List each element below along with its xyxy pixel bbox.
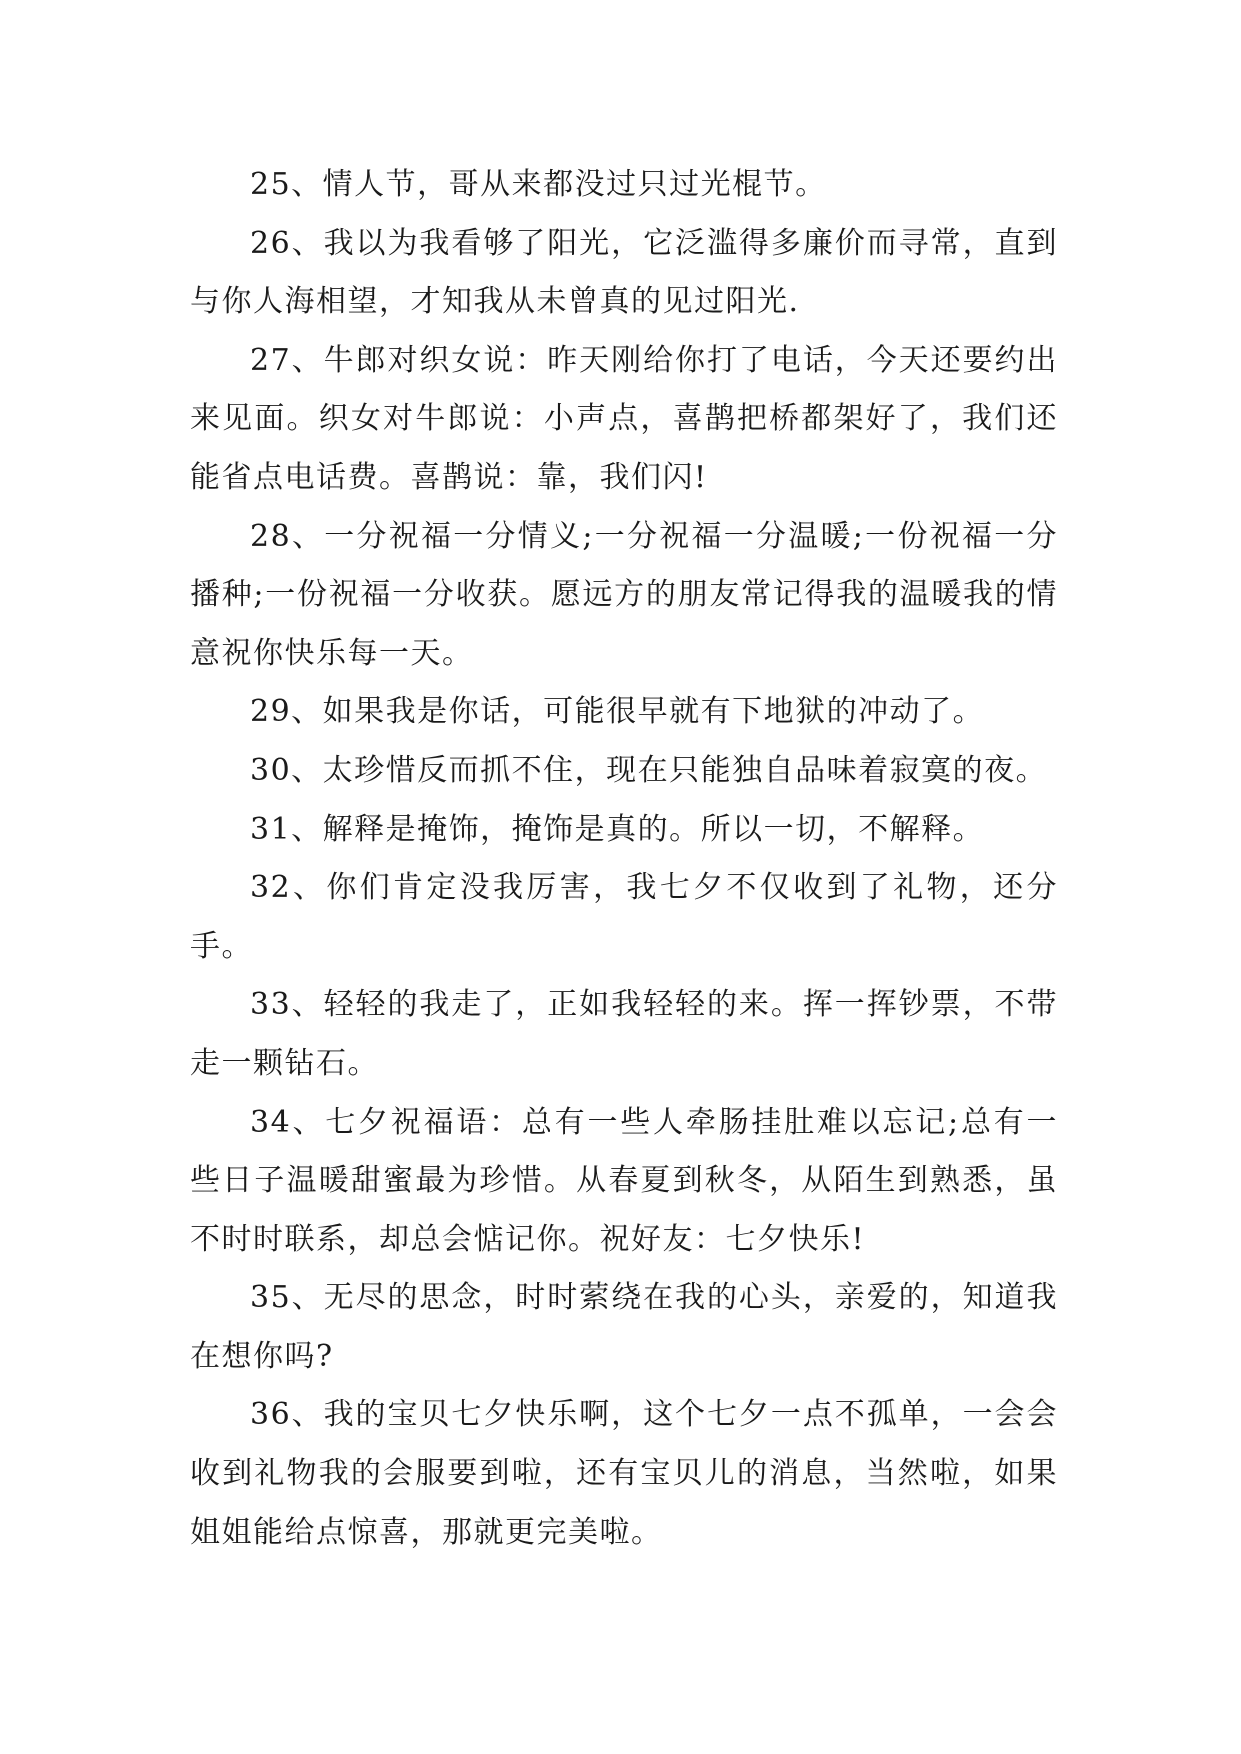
paragraph-35: 35、无尽的思念，时时萦绕在我的心头，亲爱的，知道我在想你吗? (190, 1280, 1058, 1374)
paragraph-33: 33、轻轻的我走了，正如我轻轻的来。挥一挥钞票，不带走一颗钻石。 (190, 987, 1058, 1081)
paragraph-30: 30、太珍惜反而抓不住，现在只能独自品味着寂寞的夜。 (250, 752, 1048, 788)
paragraph-34: 34、七夕祝福语：总有一些人牵肠挂肚难以忘记;总有一些日子温暖甜蜜最为珍惜。从春夏到秋冬，从陌生到熟悉，虽不时时联系，却总会惦记你。祝好友：七夕快乐! (190, 1104, 1058, 1257)
document-body (190, 156, 1058, 1562)
paragraph-32: 32、你们肯定没我厉害，我七夕不仅收到了礼物，还分手。 (190, 870, 1058, 964)
paragraph-25: 25、情人节，哥从来都没过只过光棍节。 (250, 167, 827, 202)
paragraph-27: 27、牛郎对织女说：昨天刚给你打了电话，今天还要约出来见面。织女对牛郎说：小声点，喜鹊把桥都架好了，我们还能省点电话费。喜鹊说：靠，我们闪! (190, 342, 1058, 495)
paragraph-31: 31、解释是掩饰，掩饰是真的。所以一切，不解释。 (250, 811, 985, 847)
paragraph-29: 29、如果我是你话，可能很早就有下地狱的冲动了。 (250, 694, 985, 730)
paragraph-36: 36、我的宝贝七夕快乐啊，这个七夕一点不孤单，一会会收到礼物我的会服要到啦，还有宝贝儿的消息，当然啦，如果姐姐能给点惊喜，那就更完美啦。 (190, 1397, 1058, 1550)
paragraph-28: 28、一分祝福一分情义;一分祝福一分温暖;一份祝福一分播种;一份祝福一分收获。愿远方的朋友常记得我的温暖我的情意祝你快乐每一天。 (190, 518, 1058, 671)
paragraph-26: 26、我以为我看够了阳光，它泛滥得多廉价而寻常，直到与你人海相望，才知我从未曾真的见过阳光. (190, 225, 1058, 320)
